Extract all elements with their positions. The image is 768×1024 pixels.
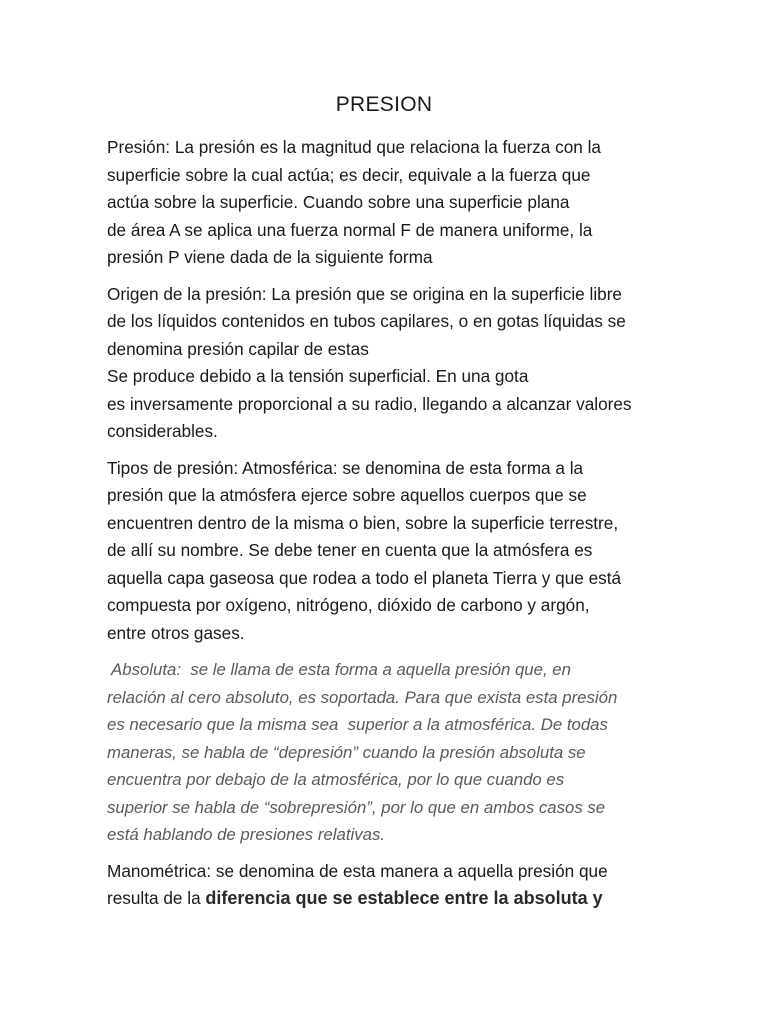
text-line: encuentren dentro de la misma o bien, sobre la superficie terrestre, — [107, 512, 619, 533]
document-body — [107, 134, 667, 922]
text-line: Presión: La presión es la magnitud que relaciona la fuerza con la — [107, 137, 601, 157]
text-line: compuesta por oxígeno, nitrógeno, dióxido de carbono y argón, — [107, 595, 590, 615]
text-line: maneras, se habla de “depresión” cuando la presión absoluta se — [107, 742, 586, 762]
paragraph-origen — [107, 281, 667, 446]
text-line: está hablando de presiones relativas. — [107, 825, 386, 844]
text-line: entre otros gases. — [107, 622, 245, 643]
text-line: encuentra por debajo de la atmosférica, por lo que cuando es — [107, 770, 565, 789]
paragraph-manometrica — [107, 858, 667, 913]
text-fragment: resulta de la — [107, 888, 206, 908]
text-line — [107, 885, 667, 913]
text-line: de allí su nombre. Se debe tener en cuenta que la atmósfera es — [107, 540, 593, 560]
text-line: presión que la atmósfera ejerce sobre aquellos cuerpos que se — [107, 485, 587, 505]
emphasized-text: diferencia que se establece entre la absoluta y — [205, 888, 603, 908]
paragraph-presion — [107, 134, 667, 272]
text-line: Manométrica: se denomina de esta manera a aquella presión que — [107, 860, 608, 881]
text-line: es necesario que la misma sea superior a la atmosférica. De todas — [107, 715, 608, 734]
text-line: superior se habla de “sobrepresión”, por lo que en ambos casos se — [107, 797, 606, 817]
text-line: de los líquidos contenidos en tubos capilares, o en gotas líquidas se — [107, 311, 626, 331]
text-line: superficie sobre la cual actúa; es decir, equivale a la fuerza que — [107, 164, 591, 185]
text-line: Origen de la presión: La presión que se origina en la superficie libre — [107, 283, 622, 304]
text-line: actúa sobre la superficie. Cuando sobre una superficie plana — [107, 192, 570, 212]
text-line: aquella capa gaseosa que rodea a todo el planeta Tierra y que está — [107, 567, 622, 588]
text-line: considerables. — [107, 421, 218, 441]
text-line: Se produce debido a la tensión superficial. En una gota — [107, 366, 529, 386]
paragraph-absoluta — [107, 656, 667, 849]
text-line: presión P viene dada de la siguiente forma — [107, 247, 433, 267]
text-line: relación al cero absoluto, es soportada. Para que exista esta presión — [107, 687, 618, 707]
text-line: de área A se aplica una fuerza normal F de manera uniforme, la — [107, 219, 593, 240]
paragraph-tipos — [107, 455, 667, 648]
text-line: Absoluta: se le llama de esta forma a aquella presión que, en — [107, 660, 571, 679]
text-line: denomina presión capilar de estas — [107, 338, 369, 359]
text-line: es inversamente proporcional a su radio, llegando a alcanzar valores — [107, 393, 632, 414]
text-line: Tipos de presión: Atmosférica: se denomina de esta forma a la — [107, 457, 584, 478]
document-title: PRESION — [335, 93, 433, 116]
